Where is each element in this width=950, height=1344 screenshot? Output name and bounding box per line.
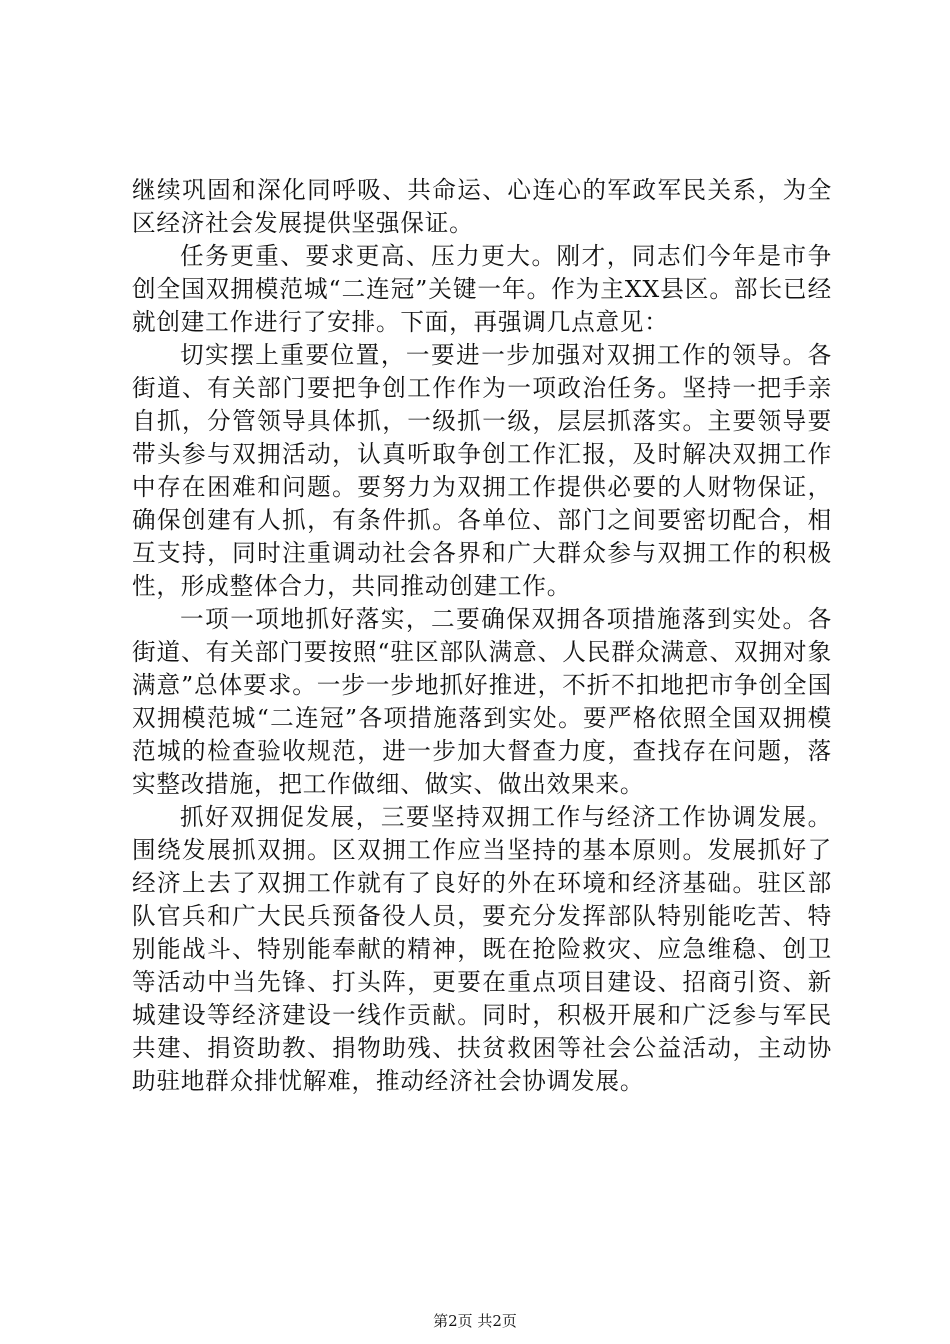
page-number-footer: 第2页 共2页 <box>433 1312 517 1330</box>
paragraph-point-three: 抓好双拥促发展，三要坚持双拥工作与经济工作协调发展。围绕发展抓双拥。区双拥工作应当坚持的基本原则。发展抓好了经济上去了双拥工作就有了良好的外在环境和经济基础。驻区部队官兵和广大民兵预备役人员，要充分发挥部队特别能吃苦、特别能战斗、特别能奉献的精神，既在抢险救灾、应急维稳、创卫等活动中当先锋、打头阵，更要在重点项目建设、招商引资、新城建设等经济建设一线作贡献。同时，积极开展和广泛参与军民共建、捐资助教、捐物助残、扶贫救困等社会公益活动，主动协助驻地群众排忧解难，推动经济社会协调发展。 <box>132 803 832 1095</box>
paragraph-point-two: 一项一项地抓好落实，二要确保双拥各项措施落到实处。各街道、有关部门要按照“驻区部队满意、人民群众满意、双拥对象满意”总体要求。一步一步地抓好推进，不折不扣地把市争创全国双拥模范城“二连冠”各项措施落到实处。要严格依照全国双拥模范城的检查验收规范，进一步加大督查力度，查找存在问题，落实整改措施，把工作做细、做实、做出效果来。 <box>132 605 832 798</box>
document-body <box>132 174 832 1098</box>
paragraph-intro: 任务更重、要求更高、压力更大。刚才，同志们今年是市争创全国双拥模范城“二连冠”关键一年。作为主XX县区。部长已经就创建工作进行了安排。下面，再强调几点意见： <box>132 242 832 336</box>
paragraph-point-one: 切实摆上重要位置，一要进一步加强对双拥工作的领导。各街道、有关部门要把争创工作作为一项政治任务。坚持一把手亲自抓，分管领导具体抓，一级抓一级，层层抓落实。主要领导要带头参与双拥活动，认真听取争创工作汇报，及时解决双拥工作中存在困难和问题。要努力为双拥工作提供必要的人财物保证，确保创建有人抓，有条件抓。各单位、部门之间要密切配合，相互支持，同时注重调动社会各界和广大群众参与双拥工作的积极性，形成整体合力，共同推动创建工作。 <box>132 341 832 600</box>
paragraph-continuation: 继续巩固和深化同呼吸、共命运、心连心的军政军民关系，为全区经济社会发展提供坚强保证。 <box>132 176 832 237</box>
